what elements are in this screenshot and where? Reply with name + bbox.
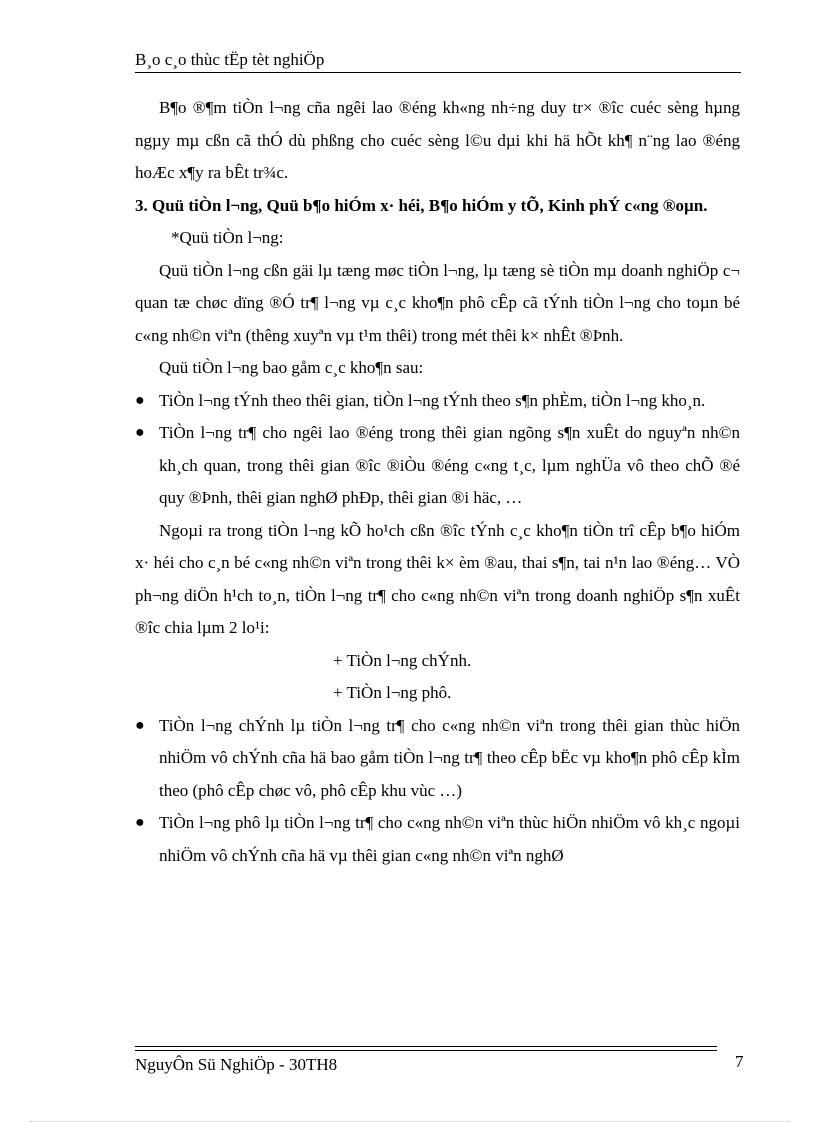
bullet-item-2 — [135, 417, 740, 515]
section-heading: 3. Quü tiÒn l¬ng, Quü b¶o hiÓm x· héi, B¶o hiÓm y tÕ, Kinh phÝ c«ng ®oµn. — [135, 195, 708, 215]
bullet-text: TiÒn l¬ng chÝnh lµ tiÒn l¬ng tr¶ cho c«ng nh©n viªn trong thêi gian thùc hiÖn nhiÖm vô chÝnh cña hä bao gåm tiÒn l¬ng tr¶ theo cÊp bËc vµ kho¶n phô cÊp kÌm theo (phô cÊp chøc vô, phô cÊp khu vùc …) — [159, 715, 740, 800]
bullet-text: TiÒn l¬ng phô lµ tiÒn l¬ng tr¶ cho c«ng nh©n viªn thùc hiÖn nhiÖm vô kh¸c ngoµi nhiÖm vô chÝnh cña hä vµ thêi gian c«ng nh©n viªn nghØ — [159, 813, 740, 865]
footer-rule — [135, 1046, 717, 1047]
document-body — [135, 92, 740, 872]
bullet-dot-icon: ● — [135, 424, 145, 441]
footer-author: NguyÔn Sü NghiÖp - 30TH8 — [135, 1055, 338, 1074]
bullet-text: TiÒn l¬ng tr¶ cho ngêi lao ®éng trong thêi gian ngõng s¶n xuÊt do nguyªn nh©n kh¸ch quan, trong thêi gian ®îc ®iÒu ®éng c«ng t¸c, lµm nghÜa vô theo chÕ ®é quy ®Þnh, thêi gian nghØ phÐp, thêi gian ®i häc, … — [159, 423, 740, 507]
bullet-dot-icon: ● — [135, 716, 145, 734]
bullet-dot-icon: ● — [135, 814, 145, 831]
bullet-item-3 — [135, 710, 740, 808]
bullet-text: TiÒn l¬ng tÝnh theo thêi gian, tiÒn l¬ng tÝnh theo s¶n phÈm, tiÒn l¬ng kho¸n. — [159, 390, 706, 410]
list-item-sub-salary: + TiÒn l¬ng phô. — [333, 683, 452, 702]
bullet-dot-icon: ● — [135, 391, 145, 409]
header-rule — [135, 72, 741, 73]
sub-heading: *Quü tiÒn l¬ng: — [171, 228, 284, 247]
list-item-main-salary: + TiÒn l¬ng chÝnh. — [333, 650, 472, 670]
paragraph-2: Quü tiÒn l¬ng cßn gäi lµ tæng møc tiÒn l¬ng, lµ tæng sè tiÒn mµ doanh nghiÖp c¬ quan tæ chøc dïng ®Ó tr¶ l¬ng vµ c¸c kho¶n phô cÊp cã tÝnh tiÒn l¬ng cho toµn bé c«ng nh©n viªn (thêng xuyªn vµ t¹m thêi) trong mét thêi k× nhÊt ®Þnh. — [135, 260, 740, 345]
bullet-item-4 — [135, 807, 740, 872]
page-header-title: B¸o c¸o thùc tËp tèt nghiÖp — [135, 50, 325, 69]
page-number: 7 — [735, 1052, 744, 1071]
page-edge-divider — [30, 1121, 790, 1122]
paragraph-4: Ngoµi ra trong tiÒn l¬ng kÕ ho¹ch cßn ®îc tÝnh c¸c kho¶n tiÒn trî cÊp b¶o hiÓm x· héi cho c¸n bé c«ng nh©n viªn trong thêi k× èm ®au, thai s¶n, tai n¹n lao ®éng… VÒ ph¬ng diÖn h¹ch to¸n, tiÒn l¬ng tr¶ cho c«ng nh©n viªn trong doanh nghiÖp s¶n xuÊt ®îc chia lµm 2 lo¹i: — [135, 520, 740, 637]
paragraph-1: B¶o ®¶m tiÒn l¬ng cña ngêi lao ®éng kh«ng nh÷ng duy tr× ®îc cuéc sèng hµng ngµy mµ cßn cã thÓ dù phßng cho cuéc sèng l©u dµi khi hä hÕt kh¶ n¨ng lao ®éng hoÆc x¶y ra bÊt tr¾c. — [135, 98, 740, 182]
footer-rule — [135, 1050, 717, 1051]
bullet-item-1 — [135, 385, 740, 418]
paragraph-3: Quü tiÒn l¬ng bao gåm c¸c kho¶n sau: — [159, 358, 424, 377]
